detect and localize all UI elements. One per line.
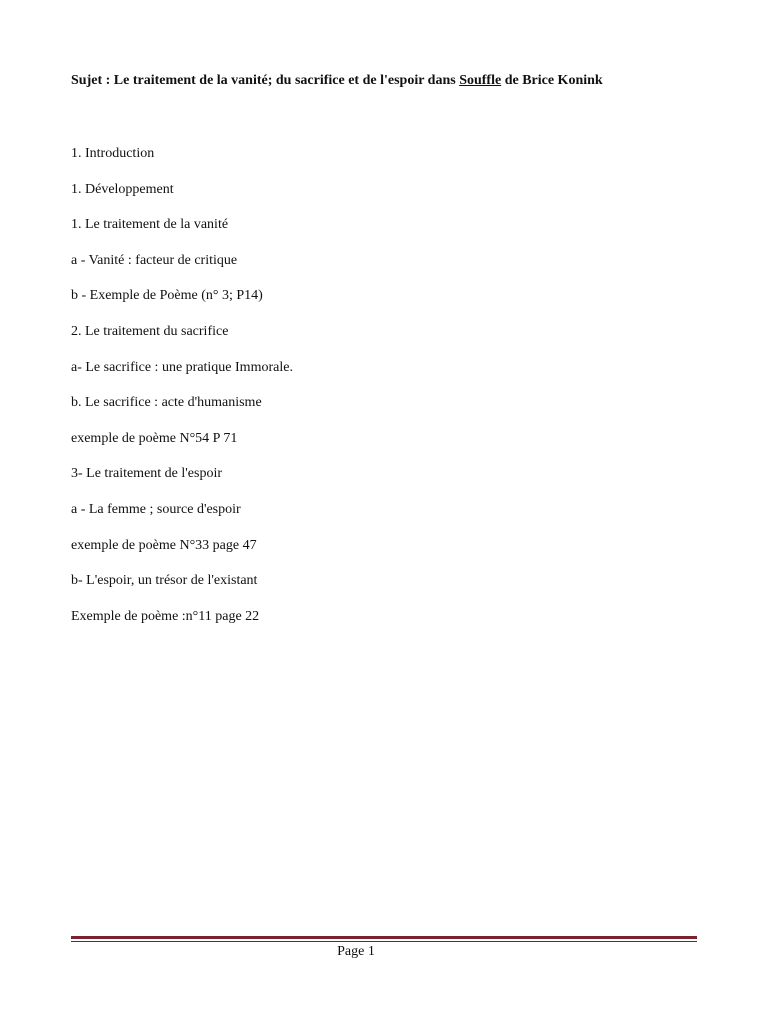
document-title (71, 73, 603, 89)
outline-item: 2. Le traitement du sacrifice (71, 323, 229, 339)
page-number: Page 1 (337, 944, 375, 959)
title-prefix: Sujet : Le traitement de la vanité; du sacrifice et de l'espoir dans (71, 73, 460, 88)
title-work: Souffle (459, 73, 502, 88)
footer-divider (71, 936, 697, 942)
outline-item: 1. Introduction (71, 146, 155, 161)
outline-item: b. Le sacrifice : acte d'humanisme (71, 395, 262, 411)
outline-item: Exemple de poème :n°11 page 22 (71, 608, 260, 624)
outline-item: 3- Le traitement de l'espoir (71, 466, 223, 482)
outline-item: 1. Le traitement de la vanité (71, 217, 229, 233)
outline-item: 1. Développement (71, 181, 174, 197)
outline-list (71, 145, 293, 643)
outline-item: a - La femme ; source d'espoir (71, 501, 241, 517)
outline-item: a- Le sacrifice : une pratique Immorale. (71, 359, 293, 375)
outline-item: b - Exemple de Poème (n° 3; P14) (71, 288, 263, 304)
title-suffix: de Brice Konink (501, 73, 603, 88)
outline-item: b- L'espoir, un trésor de l'existant (71, 573, 258, 589)
outline-item: exemple de poème N°33 page 47 (71, 537, 257, 553)
outline-item: a - Vanité : facteur de critique (71, 252, 238, 268)
footer-divider-thin-line (71, 941, 697, 942)
outline-item: exemple de poème N°54 P 71 (71, 430, 238, 446)
